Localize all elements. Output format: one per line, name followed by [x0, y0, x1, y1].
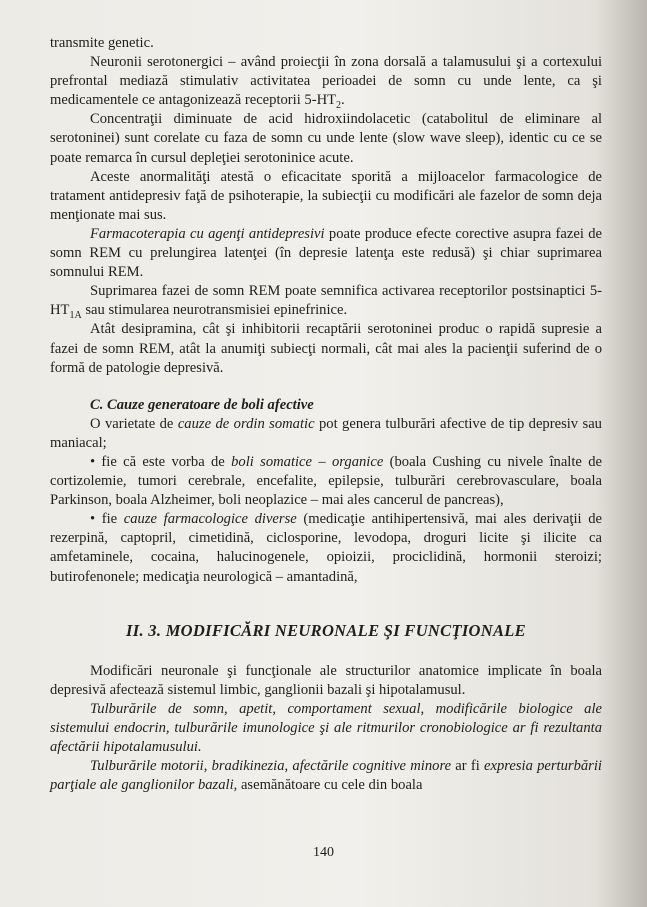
paragraph: Tulburările de somn, apetit, comportament sexual, modificările biologice ale sistemului endocrin, tulburările imunologice şi ale ritmurilor cronobiologice ar fi rezultanta afectării hipotalamusului.: [50, 700, 602, 756]
paragraph: Tulburările motorii, bradikinezia, afectările cognitive minore ar fi expresia perturbării parţiale ale ganglionilor bazali, asemănătoare cu cele din boala: [50, 758, 602, 794]
list-item: • fie cauze farmacologice diverse (medicaţie antihipertensivă, mai ales derivaţii de rezerpină, captopril, cimetidină, ciclosporine, levodopa, droguri licite şi ilicite ca amfetaminele, cocaina, halucinogenele, opioizii, prociclidină, hormonii steroizi; butirofenonele; medicaţia neurologică – amantadină,: [50, 511, 602, 585]
paragraph: Neuronii serotonergici – având proiecţii în zona dorsală a talamusului şi a cortexului prefrontal mediază stimulativ activitatea perioadei de somn cu unde lente, ca şi medicamentele ce antagonizează receptorii $5-HT_2$.: [50, 54, 602, 112]
page-text: [50, 34, 602, 795]
paragraph: Suprimarea fazei de somn REM poate semnifica activarea receptorilor postsinaptici $5-HT_{1A}$ sau stimularea neurotransmisiei epinefrinice.: [50, 283, 602, 322]
page-number: 140: [313, 845, 334, 860]
section-heading: C. Cauze generatoare de boli afective: [90, 396, 314, 413]
paragraph: Modificări neuronale şi funcţionale ale structurilor anatomice implicate în boala depresivă afectează sistemul limbic, ganglionii bazali şi hipotalamusul.: [50, 662, 602, 698]
paragraph: Concentraţii diminuate de acid hidroxiindolacetic (catabolitul de eliminare al serotoninei) sunt corelate cu faza de somn cu unde lente (slow wave sleep), identic cu ce se poate remarca în cursul depleţiei serotoninice acute.: [50, 111, 602, 166]
paragraph: O varietate de cauze de ordin somatic pot genera tulburări afective de tip depresiv sau maniacal;: [50, 415, 602, 451]
paragraph: Aceste anormalităţi atestă o eficacitate sporită a mijloacelor farmacologice de tratament antidepresiv faţă de psihoterapie, la subiecţii cu modificări ale fazelor de somn deja menţionate mai sus.: [50, 168, 602, 223]
list-item: • fie că este vorba de boli somatice – organice (boala Cushing cu nivele înalte de cortizolemie, tumori cerebrale, encefalite, epilepsie, tulburări cerebrovasculare, boala Parkinson, boala Alzheimer, boli neoplazice – mai ales cancerul de pancreas),: [50, 453, 602, 509]
paragraph: transmite genetic.: [50, 35, 154, 51]
paragraph: Atât desipramina, cât şi inhibitorii recaptării serotoninei produc o rapidă supresie a fazei de somn REM, atât la anumiţi subiecţi normali, cât mai ales la pacienţii suferind de o formă de patologie depresivă.: [50, 321, 602, 376]
paragraph: Farmacoterapia cu agenţi antidepresivi poate produce efecte corective asupra fazei de somn REM cu prelungirea latenţei (în depresie latenţa este redusă) şi chiar suprimarea somnului REM.: [50, 225, 602, 281]
chapter-heading: II. 3. MODIFICĂRI NEURONALE ŞI FUNCŢIONALE: [126, 620, 526, 640]
